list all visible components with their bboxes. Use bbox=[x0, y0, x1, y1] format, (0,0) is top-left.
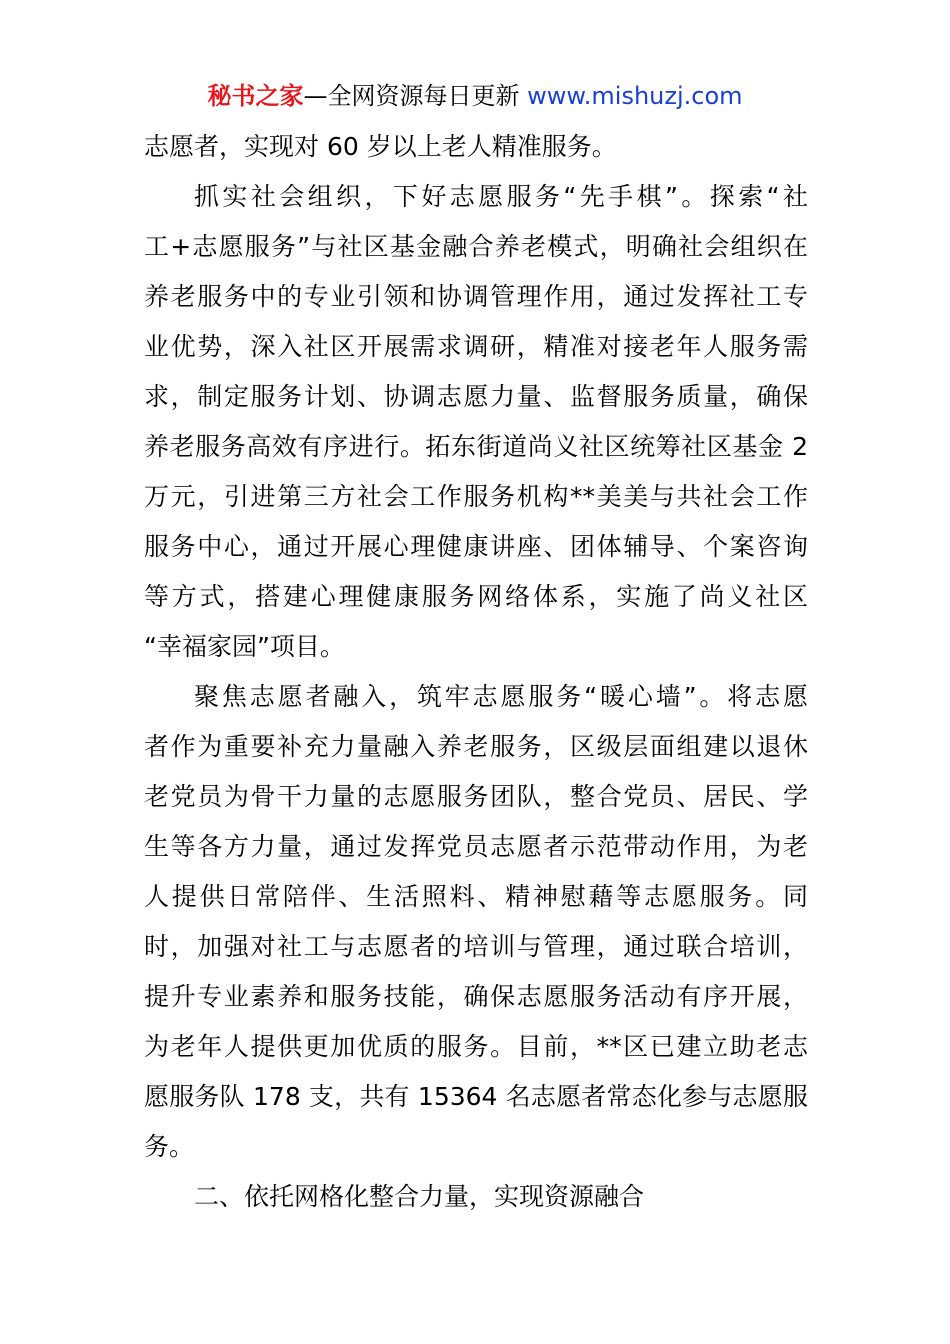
text-line: 服务中心，通过开展心理健康讲座、团体辅导、个案咨询 bbox=[144, 532, 808, 561]
text-line: 人提供日常陪伴、生活照料、精神慰藉等志愿服务。同 bbox=[144, 882, 808, 911]
header-tagline: —全网资源每日更新 bbox=[303, 82, 520, 110]
document-body bbox=[144, 122, 808, 1222]
text-line: 养老服务中的专业引领和协调管理作用，通过发挥社工专 bbox=[144, 282, 808, 311]
text-line: 养老服务高效有序进行。拓东街道尚义社区统筹社区基金 2 bbox=[144, 432, 808, 461]
text-line: 务。 bbox=[144, 1132, 195, 1161]
site-url[interactable]: www.mishuzj.com bbox=[527, 82, 743, 110]
text-line: 老党员为骨干力量的志愿服务团队，整合党员、居民、学 bbox=[144, 782, 808, 811]
text-line: 志愿者，实现对 60 岁以上老人精准服务。 bbox=[144, 132, 617, 161]
text-line: 者作为重要补充力量融入养老服务，区级层面组建以退休 bbox=[144, 732, 808, 761]
text-line: 时，加强对社工与志愿者的培训与管理，通过联合培训， bbox=[144, 932, 808, 961]
text-line: 提升专业素养和服务技能，确保志愿服务活动有序开展， bbox=[144, 982, 808, 1011]
text-line: 业优势，深入社区开展需求调研，精准对接老年人服务需 bbox=[144, 332, 808, 361]
paragraph-start-line: 抓实社会组织，下好志愿服务“先手棋”。探索“社 bbox=[194, 182, 808, 211]
text-line: 等方式，搭建心理健康服务网络体系，实施了尚义社区 bbox=[144, 582, 808, 611]
text-line: “幸福家园”项目。 bbox=[144, 632, 345, 661]
text-line: 为老年人提供更加优质的服务。目前，**区已建立助老志 bbox=[144, 1032, 808, 1061]
text-line: 愿服务队 178 支，共有 15364 名志愿者常态化参与志愿服 bbox=[144, 1082, 808, 1111]
paragraph-start-line: 聚焦志愿者融入，筑牢志愿服务“暖心墙”。将志愿 bbox=[194, 682, 808, 711]
text-line: 万元，引进第三方社会工作服务机构**美美与共社会工作 bbox=[144, 482, 808, 511]
site-header bbox=[0, 80, 950, 112]
text-line: 生等各方力量，通过发挥党员志愿者示范带动作用，为老 bbox=[144, 832, 808, 861]
section-heading: 二、依托网格化整合力量，实现资源融合 bbox=[194, 1182, 645, 1211]
text-line: 求，制定服务计划、协调志愿力量、监督服务质量，确保 bbox=[144, 382, 808, 411]
brand-name: 秘书之家 bbox=[207, 82, 304, 110]
text-line: 工+志愿服务”与社区基金融合养老模式，明确社会组织在 bbox=[144, 232, 808, 261]
